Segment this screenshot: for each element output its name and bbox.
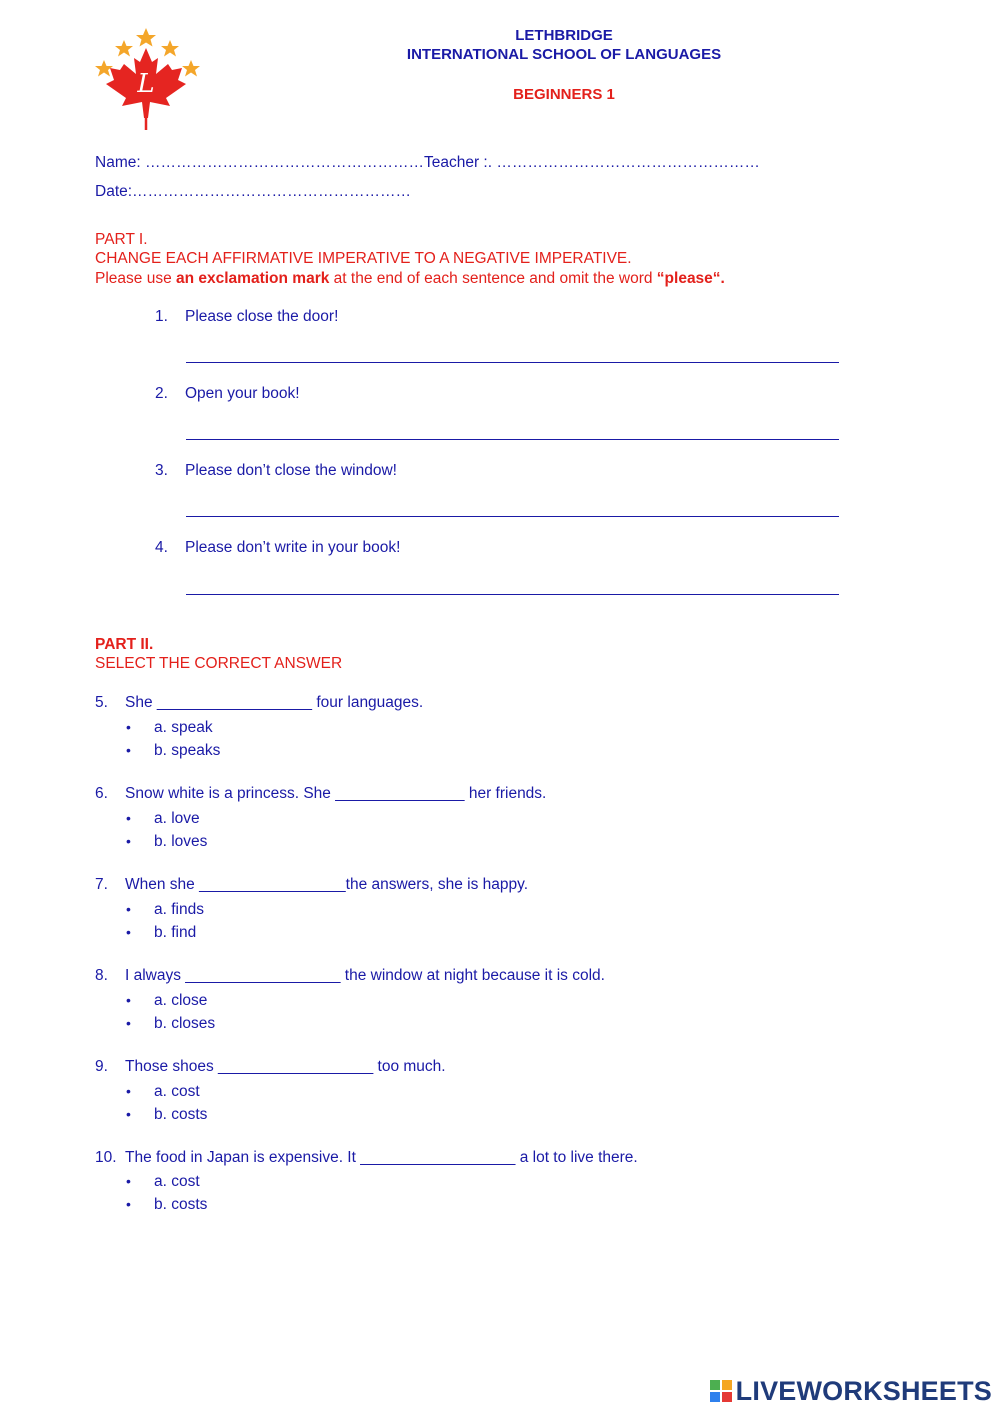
bullet: •: [126, 1106, 131, 1122]
part2-title: PART II.: [95, 636, 154, 653]
option-text: b. loves: [154, 833, 208, 850]
option-text: b. costs: [154, 1106, 208, 1123]
bullet: •: [126, 924, 131, 940]
bullet: •: [126, 901, 131, 917]
logo-letter: L: [137, 69, 155, 99]
option-a[interactable]: [126, 899, 204, 920]
bullet: •: [126, 1196, 131, 1212]
school-logo: [92, 26, 204, 132]
answer-line-2[interactable]: [186, 439, 839, 440]
note-text: Please use: [95, 270, 176, 287]
item-number: 1.: [155, 308, 168, 325]
question-text: When she _________________the answers, she is happy.: [125, 876, 529, 893]
option-a[interactable]: [126, 1081, 200, 1102]
answer-line-3[interactable]: [186, 516, 839, 517]
question: [95, 1057, 446, 1077]
option-b[interactable]: [126, 1013, 215, 1034]
option-b[interactable]: [126, 740, 220, 761]
question: [95, 1148, 638, 1168]
question: [95, 875, 528, 895]
part2-instruction: SELECT THE CORRECT ANSWER: [95, 655, 343, 672]
bullet: •: [126, 742, 131, 758]
liveworksheets-logo-icon: [710, 1380, 732, 1402]
item-number: 3.: [155, 462, 168, 479]
part1-item: [155, 538, 400, 558]
bullet: •: [126, 810, 131, 826]
part1-item: [155, 384, 300, 404]
option-text: a. cost: [154, 1173, 200, 1190]
name-teacher-field[interactable]: Name: ………………………………………………Teacher :. ……………………………………………: [95, 154, 760, 171]
question-number: 10.: [95, 1149, 117, 1166]
bullet: •: [126, 1173, 131, 1189]
option-a[interactable]: [126, 808, 200, 829]
part1-item: [155, 461, 397, 481]
bullet: •: [126, 719, 131, 735]
part1-note: [95, 269, 725, 289]
item-text: Open your book!: [185, 385, 300, 402]
option-b[interactable]: [126, 922, 196, 943]
question-number: 9.: [95, 1058, 108, 1075]
bullet: •: [126, 833, 131, 849]
option-text: b. costs: [154, 1196, 208, 1213]
question-text: I always __________________ the window at night because it is cold.: [125, 967, 605, 984]
option-text: b. speaks: [154, 742, 221, 759]
note-bold-please: “please“.: [656, 270, 725, 287]
option-b[interactable]: [126, 831, 207, 852]
date-field[interactable]: Date:………………………………………………: [95, 183, 412, 200]
question-number: 6.: [95, 785, 108, 802]
item-text: Please close the door!: [185, 308, 339, 325]
school-name-line1: LETHBRIDGE: [515, 27, 613, 44]
bullet: •: [126, 1015, 131, 1031]
liveworksheets-brand[interactable]: [710, 1376, 992, 1407]
question: [95, 784, 546, 804]
question: [95, 966, 605, 986]
part1-instruction: CHANGE EACH AFFIRMATIVE IMPERATIVE TO A NEGATIVE IMPERATIVE.: [95, 250, 632, 267]
item-text: Please don’t write in your book!: [185, 539, 401, 556]
option-text: b. closes: [154, 1015, 216, 1032]
brand-name: LIVEWORKSHEETS: [735, 1376, 992, 1406]
option-a[interactable]: [126, 1171, 200, 1192]
bullet: •: [126, 1083, 131, 1099]
item-number: 4.: [155, 539, 168, 556]
answer-line-1[interactable]: [186, 362, 839, 363]
item-text: Please don’t close the window!: [185, 462, 397, 479]
question-text: Snow white is a princess. She _______________ her friends.: [125, 785, 547, 802]
option-text: a. speak: [154, 719, 213, 736]
question-number: 7.: [95, 876, 108, 893]
question-number: 5.: [95, 694, 108, 711]
option-b[interactable]: [126, 1104, 207, 1125]
maple-leaf-icon: [92, 26, 204, 132]
option-a[interactable]: [126, 717, 213, 738]
option-text: a. love: [154, 810, 200, 827]
option-text: a. cost: [154, 1083, 200, 1100]
note-text-mid: at the end of each sentence and omit the word: [329, 270, 657, 287]
question: [95, 693, 423, 713]
school-name-line2: INTERNATIONAL SCHOOL OF LANGUAGES: [406, 46, 722, 63]
part1-title: PART I.: [95, 231, 148, 248]
option-text: a. close: [154, 992, 208, 1009]
question-text: The food in Japan is expensive. It __________________ a lot to live there.: [125, 1149, 638, 1166]
answer-line-4[interactable]: [186, 594, 839, 595]
question-text: Those shoes __________________ too much.: [125, 1058, 446, 1075]
question-text: She __________________ four languages.: [125, 694, 424, 711]
question-number: 8.: [95, 967, 108, 984]
option-b[interactable]: [126, 1194, 207, 1215]
bullet: •: [126, 992, 131, 1008]
option-text: a. finds: [154, 901, 204, 918]
item-number: 2.: [155, 385, 168, 402]
option-text: b. find: [154, 924, 197, 941]
note-bold-exclamation: an exclamation mark: [176, 270, 330, 287]
part1-item: [155, 307, 338, 327]
level-title: BEGINNERS 1: [513, 86, 615, 103]
option-a[interactable]: [126, 990, 207, 1011]
